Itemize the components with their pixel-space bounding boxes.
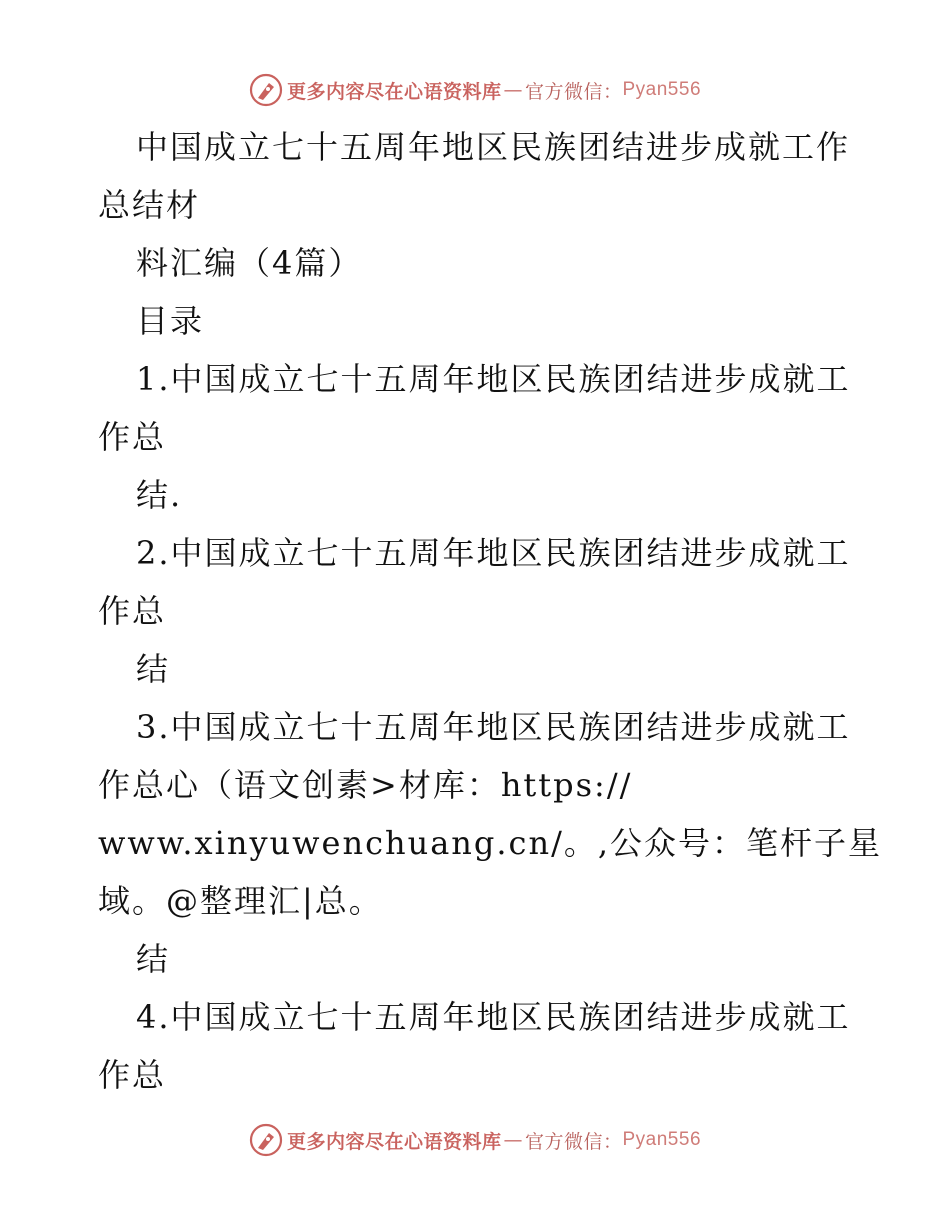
toc-item-4-line-2: 作总 xyxy=(98,1056,167,1094)
watermark-wechat-label: 官方微信： xyxy=(524,80,623,103)
toc-item-1-line-2: 作总 xyxy=(98,418,167,456)
doc-title-line-2: 总结材 xyxy=(98,186,201,224)
toc-item-1-line-1: 1.中国成立七十五周年地区民族团结进步成就工 xyxy=(136,360,851,398)
toc-item-3-line-1: 3.中国成立七十五周年地区民族团结进步成就工 xyxy=(136,708,851,746)
toc-item-3-line-5: 结 xyxy=(136,940,171,978)
watermark-wechat-id: Pyan556 xyxy=(622,1129,702,1150)
pen-nib-logo-icon xyxy=(249,1123,283,1157)
watermark-slogan: 更多内容尽在心语资料库 xyxy=(286,80,502,103)
watermark-wechat-id: Pyan556 xyxy=(622,79,702,100)
toc-item-3-line-2: 作总心（语文创素>材库：https:// xyxy=(98,766,633,804)
toc-item-4-line-1: 4.中国成立七十五周年地区民族团结进步成就工 xyxy=(136,998,851,1036)
pen-nib-logo-icon xyxy=(249,73,283,107)
toc-item-2-line-1: 2.中国成立七十五周年地区民族团结进步成就工 xyxy=(136,534,851,572)
toc-item-2-line-3: 结 xyxy=(136,650,171,688)
doc-title-line-3: 料汇编（4篇） xyxy=(136,244,363,282)
watermark-slogan: 更多内容尽在心语资料库 xyxy=(286,1130,502,1153)
watermark-separator: — xyxy=(503,79,523,101)
toc-item-3-line-3: www.xinyuwenchuang.cn/。,公众号：笔杆子星 xyxy=(98,824,883,862)
toc-item-3-line-4: 域。@整理汇|总。 xyxy=(98,882,383,920)
header-watermark xyxy=(0,70,950,110)
document-body xyxy=(98,118,883,1104)
watermark-wechat-label: 官方微信： xyxy=(524,1130,623,1153)
footer-watermark xyxy=(0,1120,950,1160)
toc-item-1-line-3: 结. xyxy=(136,476,183,514)
toc-item-2-line-2: 作总 xyxy=(98,592,167,630)
toc-heading: 目录 xyxy=(136,302,205,340)
doc-title-line-1: 中国成立七十五周年地区民族团结进步成就工作 xyxy=(136,128,851,166)
watermark-separator: — xyxy=(503,1129,523,1151)
